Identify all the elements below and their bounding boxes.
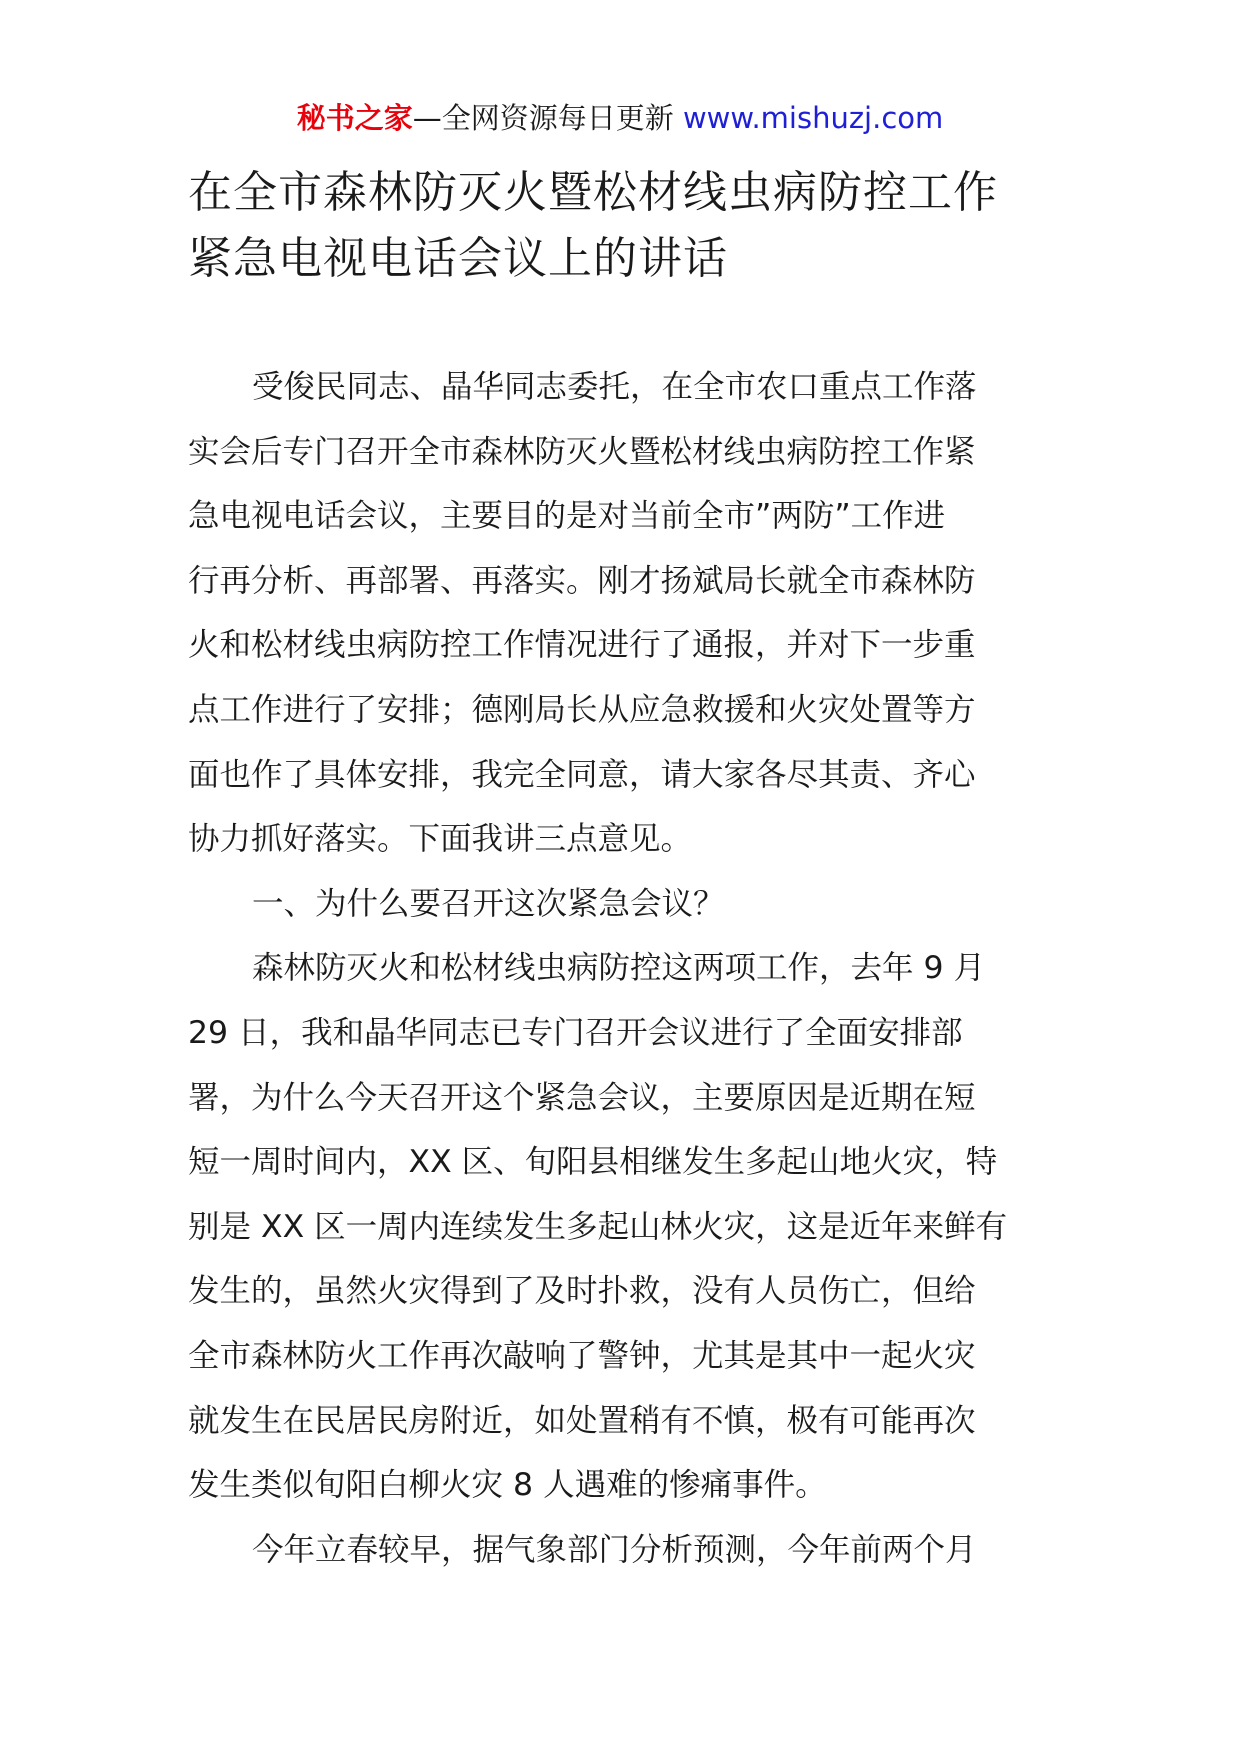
brand-name: 秘书之家 (296, 101, 413, 135)
body-line: 急电视电话会议，主要目的是对当前全市”两防”工作进 (188, 498, 946, 535)
body-line: 别是 XX 区一周内连续发生多起山林火灾，这是近年来鲜有 (188, 1208, 1008, 1245)
body-line: 短一周时间内，XX 区、旬阳县相继发生多起山地火灾，特 (188, 1144, 998, 1181)
site-header (0, 98, 1240, 138)
body-line: 发生类似旬阳白柳火灾 8 人遇难的惨痛事件。 (188, 1467, 827, 1504)
document-body (188, 355, 1058, 1582)
body-line: 今年立春较早，据气象部门分析预测，今年前两个月 (252, 1531, 977, 1568)
body-line: 受俊民同志、晶华同志委托，在全市农口重点工作落 (252, 369, 977, 405)
body-line: 就发生在民居民房附近，如处置稍有不慎，极有可能再次 (188, 1402, 976, 1439)
body-line: 发生的，虽然火灾得到了及时扑救，没有人员伤亡，但给 (188, 1273, 976, 1310)
site-url-link[interactable]: www.mishuzj.com (682, 101, 944, 135)
body-line: 29 日，我和晶华同志已专门召开会议进行了全面安排部 (188, 1014, 963, 1051)
body-line: 署，为什么今天召开这个紧急会议，主要原因是近期在短 (188, 1079, 976, 1116)
body-line: 全市森林防火工作再次敲响了警钟，尤其是其中一起火灾 (188, 1337, 976, 1374)
body-line: 协力抓好落实。下面我讲三点意见。 (188, 821, 693, 858)
body-line: 面也作了具体安排，我完全同意，请大家各尽其责、齐心 (188, 756, 976, 793)
document-title (188, 160, 1068, 292)
title-line: 紧急电视电话会议上的讲话 (188, 233, 728, 284)
body-line: 实会后专门召开全市森林防灭火暨松材线虫病防控工作紧 (188, 433, 976, 470)
body-line: 火和松材线虫病防控工作情况进行了通报，并对下一步重 (188, 627, 976, 664)
header-tagline: —全网资源每日更新 (412, 101, 674, 135)
body-line: 点工作进行了安排；德刚局长从应急救援和火灾处置等方 (188, 691, 976, 728)
body-line: 森林防灭火和松材线虫病防控这两项工作，去年 9 月 (252, 950, 986, 987)
title-line: 在全市森林防灭火暨松材线虫病防控工作 (188, 167, 998, 218)
section-heading: 一、为什么要召开这次紧急会议？ (252, 885, 725, 922)
body-line: 行再分析、再部署、再落实。刚才扬斌局长就全市森林防 (188, 562, 976, 599)
